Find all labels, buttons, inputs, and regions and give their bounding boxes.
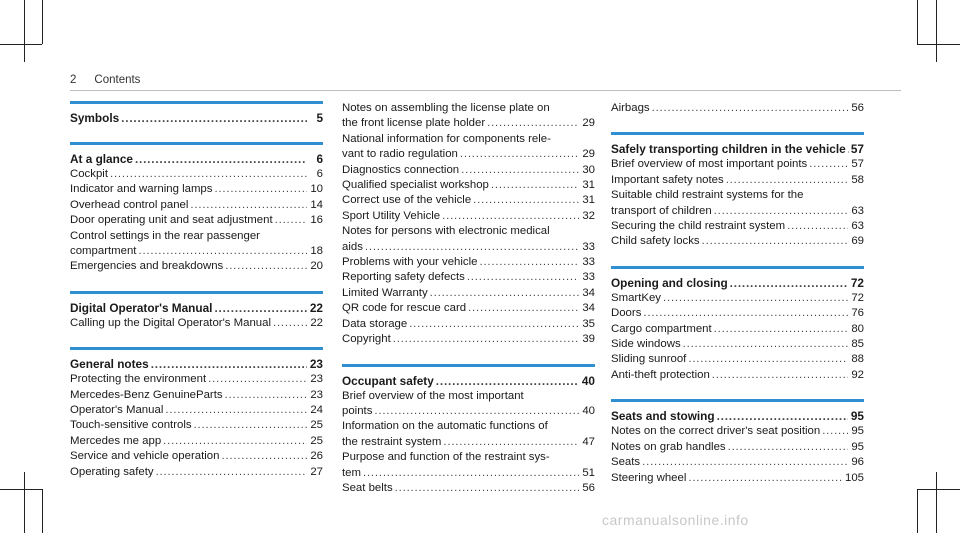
entry-page: 16: [310, 214, 323, 227]
entry-page: 29: [582, 117, 595, 130]
toc-entry[interactable]: [611, 368, 864, 383]
entry-text: Calling up the Digital Operator's Manual: [70, 316, 271, 329]
toc-entry[interactable]: [342, 178, 595, 193]
dot-leader: [663, 291, 848, 306]
crop-mark: [917, 44, 960, 45]
toc-entry-line: Purpose and function of the restraint sys-: [342, 451, 550, 464]
entry-page: 69: [851, 235, 864, 248]
dot-leader: [443, 435, 579, 450]
entry-text: Mercedes me app: [70, 434, 162, 447]
entry-text: Indicator and warning lamps: [70, 183, 213, 196]
dot-leader: [374, 404, 579, 419]
entry-text: Securing the child restraint system: [611, 220, 786, 233]
heading-page: 5: [316, 111, 323, 125]
entry-page: 33: [582, 271, 595, 284]
entry-text: Cargo compartment: [611, 322, 712, 335]
toc-entry[interactable]: [342, 209, 595, 224]
toc-entry-line: Brief overview of the most important: [342, 389, 524, 402]
toc-entry[interactable]: [611, 455, 864, 470]
dot-leader: [221, 449, 307, 464]
header-divider: [70, 90, 901, 91]
dot-leader: [487, 116, 579, 131]
crop-mark: [0, 44, 42, 45]
entry-page: 105: [844, 471, 864, 484]
toc-entry[interactable]: [611, 173, 864, 188]
toc-entry[interactable]: [342, 147, 595, 162]
toc-entry[interactable]: [342, 255, 595, 270]
crop-mark: [917, 0, 918, 44]
dot-leader: [643, 306, 848, 321]
toc-entry[interactable]: [70, 316, 323, 331]
heading-page: 22: [309, 300, 323, 315]
toc-entry[interactable]: [70, 198, 323, 213]
entry-text: Reporting safety defects: [342, 271, 465, 284]
entry-page: 30: [582, 163, 595, 176]
entry-page: 56: [851, 102, 864, 114]
toc-entry[interactable]: [342, 240, 595, 255]
dot-leader: [225, 259, 307, 274]
entry-text: Limited Warranty: [342, 286, 428, 299]
dot-leader: [121, 110, 307, 126]
entry-text: tem: [342, 466, 361, 479]
section-rule: [611, 399, 864, 402]
toc-entry[interactable]: [611, 424, 864, 439]
entry-text: Side windows: [611, 338, 681, 351]
entry-page: 26: [310, 450, 323, 463]
heading-page: 6: [316, 152, 323, 166]
toc-section: [611, 399, 864, 486]
toc-entry[interactable]: [611, 352, 864, 367]
toc-section: [342, 364, 595, 497]
crop-mark: [917, 489, 918, 533]
toc-entry[interactable]: [342, 332, 595, 347]
toc-entry-line: Suitable child restraint systems for the: [611, 189, 804, 202]
toc-entry[interactable]: [342, 317, 595, 332]
toc-entry[interactable]: [342, 193, 595, 208]
dot-leader: [467, 270, 579, 285]
entry-page: 25: [310, 419, 323, 432]
watermark: carmanualsonline.info: [602, 512, 749, 528]
dot-leader: [138, 244, 307, 259]
toc-entry-line: Notes on assembling the license plate on: [342, 102, 550, 114]
dot-leader: [275, 213, 307, 228]
entry-page: 18: [310, 245, 323, 258]
dot-leader: [460, 147, 579, 162]
entry-page: 32: [582, 209, 595, 222]
entry-text: QR code for rescue card: [342, 302, 467, 315]
toc-entry[interactable]: [342, 270, 595, 285]
entry-page: 25: [310, 434, 323, 447]
toc-entry[interactable]: [70, 167, 323, 182]
entry-text: the front license plate holder: [342, 117, 486, 130]
entry-page: 22: [310, 316, 323, 329]
dot-leader: [683, 337, 848, 352]
dot-leader: [822, 424, 848, 439]
toc-entry[interactable]: [342, 286, 595, 301]
dot-leader: [714, 322, 848, 337]
entry-text: points: [342, 404, 373, 417]
page-title: Contents: [94, 74, 141, 86]
dot-leader: [165, 403, 307, 418]
toc-section-heading[interactable]: [70, 151, 323, 167]
toc-entry[interactable]: [611, 306, 864, 321]
toc-entry[interactable]: [70, 213, 323, 228]
toc-entry[interactable]: [611, 291, 864, 306]
dot-leader: [409, 317, 579, 332]
dot-leader: [652, 101, 848, 116]
entry-text: Copyright: [342, 333, 391, 346]
dot-leader: [365, 240, 579, 255]
entry-text: compartment: [70, 245, 137, 258]
crop-mark: [24, 472, 25, 533]
entry-page: 63: [851, 220, 864, 233]
toc-entry[interactable]: [342, 481, 595, 496]
toc-section: [611, 132, 864, 249]
toc-entry-line: Information on the automatic functions of: [342, 420, 548, 433]
dot-leader: [395, 481, 579, 496]
entry-text: Emergencies and breakdowns: [70, 260, 224, 273]
section-rule: [70, 347, 323, 350]
dot-leader: [273, 316, 307, 331]
entry-page: 34: [582, 302, 595, 315]
dot-leader: [491, 178, 579, 193]
entry-text: Anti-theft protection: [611, 368, 710, 381]
toc-column-2: [342, 101, 595, 496]
entry-page: 58: [851, 173, 864, 186]
toc-entry[interactable]: [611, 204, 864, 219]
dot-leader: [225, 388, 307, 403]
entry-text: Service and vehicle operation: [70, 450, 220, 463]
entry-text: Operator's Manual: [70, 404, 164, 417]
dot-leader: [728, 440, 848, 455]
entry-text: Notes on grab handles: [611, 440, 726, 453]
toc-section: [70, 291, 323, 331]
toc-entry[interactable]: [342, 404, 595, 419]
crop-mark: [0, 489, 42, 490]
heading-text: General notes: [70, 357, 149, 372]
dot-leader: [190, 198, 307, 213]
toc-section-heading[interactable]: [70, 356, 323, 372]
heading-page: 23: [309, 357, 323, 372]
heading-text: Digital Operator's Manual: [70, 300, 213, 315]
dot-leader: [726, 173, 848, 188]
dot-leader: [214, 182, 307, 197]
dot-leader: [436, 373, 579, 389]
heading-page: 57: [850, 142, 864, 157]
toc-column-3: [611, 101, 864, 486]
toc-section-heading[interactable]: [70, 110, 323, 126]
entry-page: 76: [851, 307, 864, 320]
dot-leader: [461, 163, 579, 178]
entry-page: 14: [310, 198, 323, 211]
heading-text: Opening and closing: [611, 275, 728, 290]
toc-entry[interactable]: [611, 157, 864, 172]
section-rule: [70, 142, 323, 145]
entry-text: transport of children: [611, 204, 712, 217]
dot-leader: [163, 434, 307, 449]
crop-mark: [24, 0, 25, 62]
entry-page: 31: [582, 194, 595, 207]
dot-leader: [110, 167, 307, 182]
entry-text: Diagnostics connection: [342, 163, 460, 176]
toc-entry[interactable]: [70, 403, 323, 418]
crop-mark: [936, 472, 937, 533]
crop-mark: [42, 489, 43, 533]
entry-page: 56: [582, 481, 595, 494]
dot-leader: [156, 465, 307, 480]
heading-page: 95: [850, 409, 864, 424]
entry-page: 95: [851, 425, 864, 438]
entry-page: 51: [582, 466, 595, 479]
toc-column-1: [70, 101, 323, 480]
crop-mark: [917, 489, 960, 490]
entry-page: 96: [851, 456, 864, 469]
dot-leader: [702, 234, 848, 249]
entry-text: vant to radio regulation: [342, 148, 458, 161]
toc-section-heading[interactable]: [70, 300, 323, 316]
entry-page: 10: [310, 183, 323, 196]
entry-text: Child safety locks: [611, 235, 700, 248]
section-rule: [611, 266, 864, 269]
entry-page: 34: [582, 286, 595, 299]
toc-entry[interactable]: [70, 434, 323, 449]
entry-text: Door operating unit and seat adjustment: [70, 214, 273, 227]
section-rule: [342, 364, 595, 367]
dot-leader: [208, 372, 307, 387]
entry-text: Important safety notes: [611, 173, 724, 186]
toc-entry[interactable]: [70, 449, 323, 464]
entry-page: 20: [310, 260, 323, 273]
heading-text: Occupant safety: [342, 373, 434, 388]
toc-section: [611, 266, 864, 383]
entry-text: Qualified specialist workshop: [342, 179, 489, 192]
dot-leader: [468, 301, 579, 316]
section-rule: [70, 291, 323, 294]
dot-leader: [135, 151, 307, 167]
dot-leader: [214, 300, 307, 316]
dot-leader: [717, 408, 848, 424]
entry-text: Data storage: [342, 317, 408, 330]
page-header: [70, 74, 140, 86]
toc-entry[interactable]: [611, 219, 864, 234]
entry-page: 85: [851, 338, 864, 351]
toc-entry-line: Control settings in the rear passenger: [70, 229, 260, 242]
entry-page: 47: [582, 435, 595, 448]
entry-page: 33: [582, 256, 595, 269]
entry-text: Brief overview of most important points: [611, 158, 808, 171]
toc-entry[interactable]: [611, 471, 864, 486]
entry-text: Touch-sensitive controls: [70, 419, 192, 432]
toc-entry[interactable]: [70, 465, 323, 480]
entry-page: 33: [582, 240, 595, 253]
entry-text: the restraint system: [342, 435, 442, 448]
dot-leader: [809, 157, 848, 172]
dot-leader: [393, 332, 579, 347]
toc-section-heading[interactable]: [611, 141, 864, 157]
dot-leader: [688, 352, 848, 367]
entry-page: 95: [851, 440, 864, 453]
entry-page: 92: [851, 368, 864, 381]
dot-leader: [642, 455, 848, 470]
entry-text: Seats: [611, 456, 641, 469]
entry-text: Operating safety: [70, 465, 154, 478]
entry-page: 88: [851, 353, 864, 366]
heading-text: Seats and stowing: [611, 409, 715, 424]
toc-section: [611, 101, 864, 116]
toc-entry[interactable]: [70, 372, 323, 387]
entry-text: Doors: [611, 307, 642, 320]
entry-page: 23: [310, 388, 323, 401]
entry-page: 6: [316, 168, 323, 180]
entry-text: Seat belts: [342, 481, 393, 494]
toc-entry[interactable]: [611, 440, 864, 455]
toc-entry[interactable]: [611, 337, 864, 352]
section-rule: [611, 132, 864, 135]
heading-text: Symbols: [70, 111, 120, 125]
dot-leader: [151, 356, 307, 372]
entry-text: Steering wheel: [611, 471, 687, 484]
toc-section: [70, 142, 323, 275]
entry-text: Overhead control panel: [70, 198, 189, 211]
entry-text: Sliding sunroof: [611, 353, 687, 366]
toc-section: [70, 347, 323, 480]
entry-page: 40: [582, 404, 595, 417]
entry-text: aids: [342, 240, 363, 253]
toc-entry[interactable]: [70, 388, 323, 403]
entry-page: 23: [310, 373, 323, 386]
dot-leader: [787, 219, 848, 234]
entry-text: Mercedes-Benz GenuineParts: [70, 388, 223, 401]
entry-page: 35: [582, 317, 595, 330]
dot-leader: [714, 204, 848, 219]
toc-entry[interactable]: [611, 234, 864, 249]
crop-mark: [42, 0, 43, 44]
dot-leader: [363, 466, 579, 481]
entry-text: Airbags: [611, 102, 650, 114]
entry-page: 72: [851, 291, 864, 304]
toc-entry[interactable]: [70, 244, 323, 259]
entry-page: 31: [582, 179, 595, 192]
entry-text: Problems with your vehicle: [342, 256, 478, 269]
dot-leader: [442, 209, 579, 224]
entry-page: 39: [582, 333, 595, 346]
toc-entry[interactable]: [342, 435, 595, 450]
dot-leader: [430, 286, 579, 301]
entry-text: Notes on the correct driver's seat position: [611, 425, 821, 438]
toc-entry[interactable]: [342, 466, 595, 481]
toc-entry[interactable]: [611, 101, 864, 116]
toc-entry[interactable]: [342, 301, 595, 316]
dot-leader: [688, 471, 843, 486]
heading-page: 40: [581, 373, 595, 388]
toc-entry[interactable]: [611, 322, 864, 337]
heading-page: 72: [850, 275, 864, 290]
entry-text: Protecting the environment: [70, 373, 207, 386]
toc-entry[interactable]: [70, 182, 323, 197]
entry-text: Sport Utility Vehicle: [342, 209, 441, 222]
entry-page: 27: [310, 465, 323, 478]
entry-text: SmartKey: [611, 291, 662, 304]
dot-leader: [473, 193, 579, 208]
section-rule: [70, 101, 323, 104]
toc-entry[interactable]: [70, 259, 323, 274]
entry-page: 29: [582, 148, 595, 161]
toc-section-heading[interactable]: [611, 408, 864, 424]
entry-page: 57: [851, 158, 864, 171]
entry-page: 24: [310, 404, 323, 417]
entry-page: 80: [851, 322, 864, 335]
toc-entry[interactable]: [342, 116, 595, 131]
page-number: 2: [70, 74, 77, 86]
toc-entry-line: National information for components rele-: [342, 132, 551, 145]
toc-entry[interactable]: [342, 163, 595, 178]
entry-text: Correct use of the vehicle: [342, 194, 472, 207]
toc-section: [70, 101, 323, 126]
toc-section: [342, 101, 595, 348]
dot-leader: [194, 418, 307, 433]
entry-page: 63: [851, 204, 864, 217]
toc-entry-line: Notes for persons with electronic medical: [342, 225, 550, 238]
dot-leader: [730, 275, 848, 291]
toc-section-heading[interactable]: [611, 275, 864, 291]
dot-leader: [479, 255, 579, 270]
entry-text: Cockpit: [70, 168, 108, 180]
dot-leader: [712, 368, 848, 383]
toc-entry[interactable]: [70, 418, 323, 433]
toc-section-heading[interactable]: [342, 373, 595, 389]
crop-mark: [936, 0, 937, 62]
heading-text: Safely transporting children in the vehicle: [611, 142, 846, 157]
heading-text: At a glance: [70, 152, 133, 166]
